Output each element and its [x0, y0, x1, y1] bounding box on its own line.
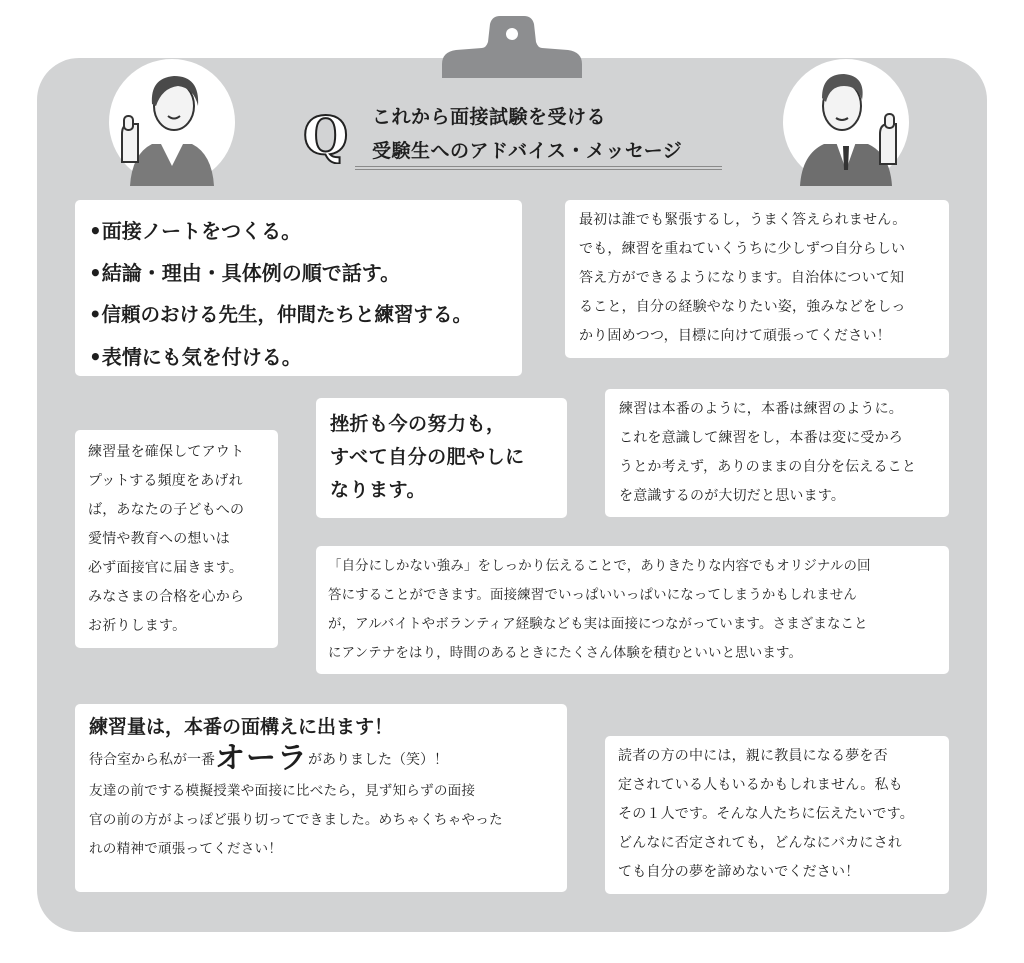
message-line: にアンテナをはり，時間のあるときにたくさん体験を積むといいと思います。: [328, 646, 803, 661]
message-line: なります。: [330, 479, 426, 501]
message-card-right-mid: [605, 389, 949, 517]
message-card-bottom-right: [605, 736, 949, 894]
message-line: 定されている人もいるかもしれません。私も: [618, 777, 903, 793]
message-line: その１人です。そんな人たちに伝えたいです。: [618, 806, 914, 822]
message-line: ば，あなたの子どもへの: [88, 502, 245, 518]
message-line: 挫折も今の努力も，: [330, 413, 506, 435]
message-line: 練習量を確保してアウト: [88, 444, 245, 460]
clipboard-clip-icon: [442, 14, 582, 80]
page-title-line2: 受験生へのアドバイス・メッセージ: [372, 140, 683, 162]
message-card-bottom-left: [75, 704, 567, 892]
message-line: ること，自分の経験やなりたい姿，強みなどをしっ: [579, 299, 906, 315]
message-line: 友達の前でする模擬授業や面接に比べたら，見ず知らずの面接: [89, 783, 476, 799]
woman-thumbs-up-avatar: [108, 58, 236, 186]
message-line: ても自分の夢を諦めないでください！: [618, 864, 860, 880]
message-line: 愛情や教育への想いは: [88, 531, 230, 547]
message-line: すべて自分の肥やしに: [330, 446, 525, 468]
message-line: 練習は本番のように，本番は練習のように。: [619, 401, 903, 417]
message-line: 答え方ができるようになります。自治体について知: [579, 270, 905, 286]
page-title-line1: これから面接試験を受ける: [372, 106, 607, 128]
message-card-wide: [316, 546, 949, 674]
svg-text:Q: Q: [303, 106, 349, 164]
message-line: 最初は誰でも緊張するし，うまく答えられません。: [579, 212, 907, 228]
bullet-item: •信頼のおける先生，仲間たちと練習する。: [89, 303, 472, 326]
message-line: 答にすることができます。面接練習でいっぱいいっぱいになってしまうかもしれません: [328, 588, 857, 603]
message-line: 必ず面接官に届きます。: [88, 560, 244, 576]
message-line: を意識するのが大切だと思います。: [619, 488, 846, 504]
message-line: どんなに否定されても，どんなにバカにされ: [618, 835, 902, 851]
aura-pre-text: 待合室から私が一番: [89, 752, 215, 768]
message-line: が，アルバイトやボランティア経験なども実は面接につながっています。さまざまなこと: [328, 617, 868, 632]
man-thumbs-up-avatar: [782, 58, 910, 186]
title-underline: [355, 169, 722, 170]
title-underline: [355, 166, 722, 167]
message-line: 読者の方の中には，親に教員になる夢を否: [618, 748, 888, 764]
q-mark-icon: [299, 106, 363, 164]
message-line: うとか考えず，ありのままの自分を伝えること: [619, 459, 917, 475]
message-card-left-mid: [75, 430, 278, 648]
bullet-item: •結論・理由・具体例の順で話す。: [89, 261, 401, 285]
message-title: 練習量は，本番の面構えに出ます！: [89, 716, 394, 738]
bullet-item: •面接ノートをつくる。: [89, 219, 302, 243]
aura-line: [89, 742, 563, 777]
message-line: これを意識して練習をし，本番は変に受かろ: [619, 430, 903, 446]
bullet-item: •表情にも気を付ける。: [89, 345, 302, 369]
message-line: 「自分にしかない強み」をしっかり伝えることで，ありきたりな内容でもオリジナルの回: [328, 559, 871, 574]
message-line: でも，練習を重ねていくうちに少しずつ自分らしい: [579, 241, 906, 257]
message-line: れの精神で頑張ってください！: [89, 841, 283, 857]
message-line: 官の前の方がよっぽど張り切ってできました。めちゃくちゃやった: [89, 812, 503, 828]
aura-word: オーラ: [215, 741, 308, 776]
message-line: プットする頻度をあげれ: [88, 473, 243, 489]
message-line: みなさまの合格を心から: [88, 589, 245, 605]
page-title: [372, 100, 732, 168]
aura-post-text: がありました（笑）！: [308, 752, 448, 768]
message-card-center: [316, 398, 567, 518]
message-line: お祈りします。: [88, 618, 187, 634]
message-line: かり固めつつ，目標に向けて頑張ってください！: [579, 328, 891, 344]
message-card-top-right: [565, 200, 949, 358]
bullet-card: [75, 200, 522, 376]
